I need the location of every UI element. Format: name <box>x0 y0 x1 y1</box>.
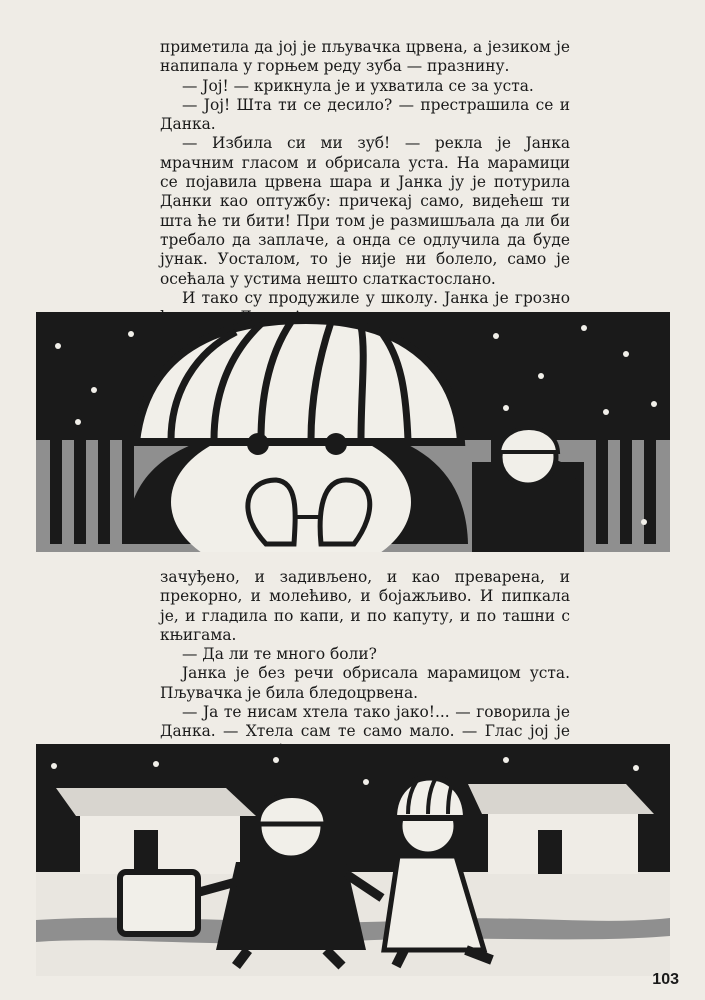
paragraph: — Ја те нисам хтела тако јако!... — говорила је Данка. — Хтела сам те само мало. — Глас јој је <box>160 703 570 741</box>
paragraph: Јанка је без речи обрисала марамицом уста. Пљувачка је била бледоцрвена. <box>160 664 570 702</box>
illustration-two-girls <box>36 744 670 976</box>
page-number: 103 <box>652 971 679 988</box>
paragraph: — Јој! Шта ти се десило? — престрашила се и Данка. <box>160 95 570 134</box>
paragraph: зачуђено, и задивљено, и као преварена, и прекорно, и молећиво, и бојажљиво. И пипкала је, и гладила по капи, и по капуту, и по ташни с књигама. <box>160 568 570 644</box>
paragraph: — Да ли те много боли? <box>182 645 377 664</box>
paragraph: приметила да јој је пљувачка црвена, а језиком је напипала у горњем реду зуба — празнину. <box>160 38 570 76</box>
text-block-bottom <box>160 568 570 761</box>
illustration-hat-face <box>36 312 670 552</box>
paragraph: И тако су продужиле у школу. Јанка је грозно <box>182 288 570 307</box>
paragraph: — Избила си ми зуб! — рекла је Јанка мрачним гласом и обрисала уста. На марамици се појавила црвена шара и Јанка ју је потурила Данки као оптужбу: причекај само, видећеш ти шта ће ти бити! При том је размишљала да ли би требало да заплаче, а онда се одлучила да буде јунак. Уосталом, то је није ни болело, само је осећала у устима нешто слаткастосланo. <box>160 134 570 288</box>
text-block-top <box>160 38 570 327</box>
paragraph: — Јој! — крикнула је и ухватила се за уста. <box>182 76 534 95</box>
